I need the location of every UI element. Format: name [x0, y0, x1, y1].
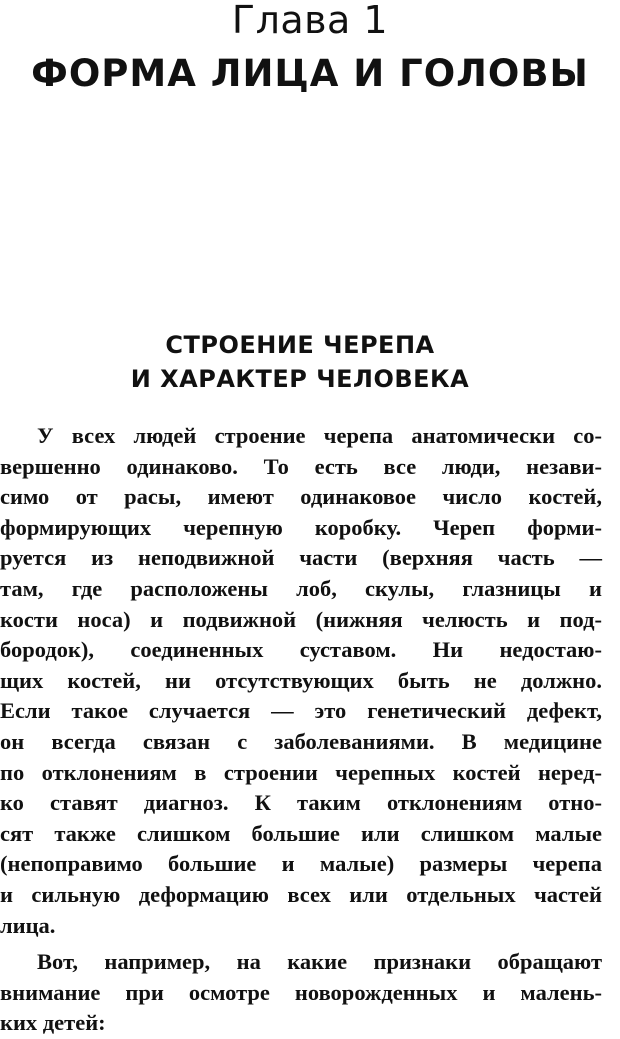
text-line: лица.: [0, 912, 56, 938]
text-line: Если такое случается — это генетический дефект,: [0, 698, 602, 724]
section-heading: [0, 328, 600, 396]
text-line: вершенно одинаково. То есть все люди, незави-: [0, 453, 602, 479]
section-heading-line-2: И ХАРАКТЕР ЧЕЛОВЕКА: [130, 365, 470, 393]
chapter-title: ФОРМА ЛИЦА И ГОЛОВЫ: [31, 52, 589, 95]
text-line: бородок), соединенных суставом. Ни недостаю-: [0, 637, 602, 663]
text-line: щих костей, ни отсутствующих быть не должно.: [0, 667, 602, 693]
text-line: там, где расположены лоб, скулы, глазницы и: [0, 575, 602, 601]
section-heading-line-1: СТРОЕНИЕ ЧЕРЕПА: [165, 331, 435, 359]
text-line: кости носа) и подвижной (нижняя челюсть и под-: [0, 606, 602, 632]
text-line: У всех людей строение черепа анатомически со-: [37, 423, 602, 448]
text-line: ких детей:: [0, 1010, 106, 1036]
text-line: формирующих черепную коробку. Череп форми-: [0, 514, 602, 540]
text-line: Вот, например, на какие признаки обращают: [37, 949, 602, 975]
text-line: сят также слишком большие или слишком малые: [0, 820, 602, 846]
text-line: (непоправимо большие и малые) размеры черепа: [0, 851, 602, 877]
text-line: руется из неподвижной части (верхняя часть —: [0, 545, 602, 571]
text-line: ко ставят диагноз. К таким отклонениям отно-: [0, 790, 602, 816]
text-line: он всегда связан с заболеваниями. В медицине: [0, 728, 602, 754]
text-line: по отклонениям в строении черепных костей неред-: [0, 759, 602, 785]
text-line: и сильную деформацию всех или отдельных частей: [0, 881, 602, 907]
text-line: внимание при осмотре новорожденных и малень-: [0, 979, 602, 1005]
chapter-label: Глава 1: [231, 0, 389, 42]
body-text: [0, 421, 602, 1039]
text-line: симо от расы, имеют одинаковое число костей,: [0, 484, 602, 510]
paragraph-1: [0, 421, 602, 941]
paragraph-2: [0, 947, 602, 1039]
